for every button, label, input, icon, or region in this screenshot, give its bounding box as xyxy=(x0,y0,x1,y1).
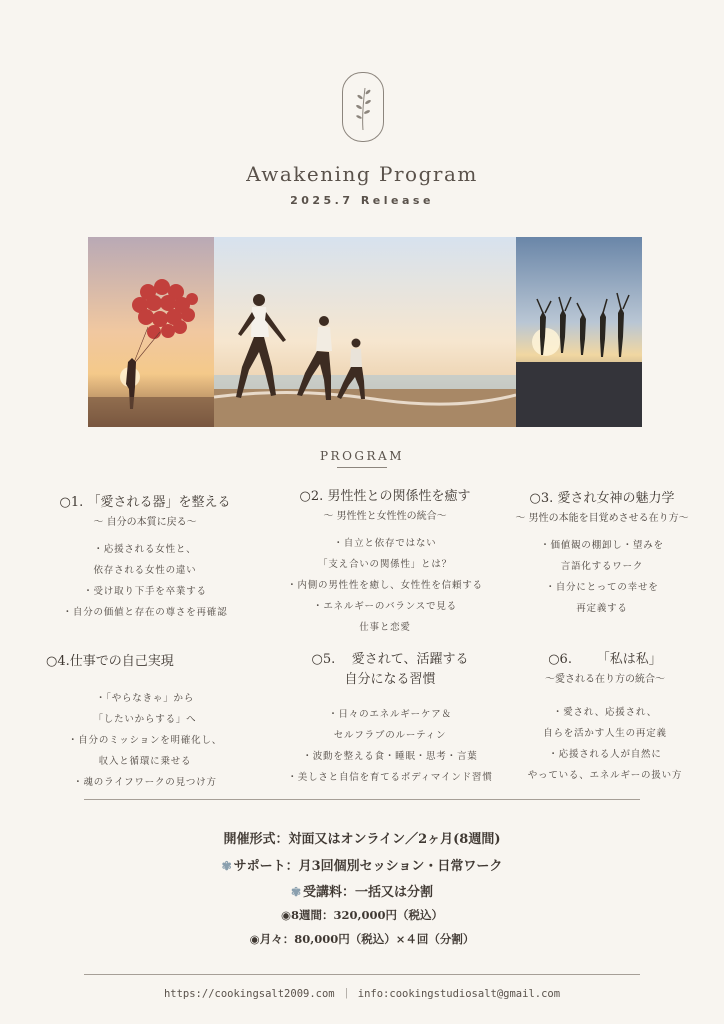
item-number: ○5. xyxy=(311,652,336,667)
program-item-6 xyxy=(490,650,720,786)
list-item: ・応援される人が自然に xyxy=(548,749,662,760)
list-item: ・波動を整える食・睡眠・思考・言葉 xyxy=(302,751,478,762)
item-title: 「私は私」 xyxy=(596,652,662,667)
support-info: ✾ サポート：月3回個別セッション・日常ワーク xyxy=(221,859,503,874)
list-item: ・応援される女性と、 xyxy=(93,544,197,555)
list-item: 収入と循環に乗せる xyxy=(98,756,192,767)
program-item-1 xyxy=(20,493,270,623)
list-item: ・美しさと自信を育てるボディマインド習慣 xyxy=(287,772,493,783)
list-item: ・受け取り下手を卒業する xyxy=(83,586,207,597)
program-item-5 xyxy=(265,650,515,788)
divider xyxy=(84,974,640,975)
list-item: 「したいからする」へ xyxy=(93,714,197,725)
item-subtitle: 〜 自分の本質に戻る〜 xyxy=(93,517,197,528)
item-subtitle: 〜 男性性と女性性の統合〜 xyxy=(323,511,447,522)
price-8weeks: ◉8週間：320,000円（税込） xyxy=(280,908,444,922)
item-subtitle: 〜 男性の本能を目覚めさせる在り方〜 xyxy=(515,513,689,524)
section-heading-program: PROGRAM xyxy=(319,449,405,463)
format-info: 開催形式：対面又はオンライン／2ヶ月(8週間) xyxy=(223,832,501,847)
photo-balloons xyxy=(88,237,214,427)
item-number: ○2. xyxy=(299,489,324,504)
list-item: ・「やらなきゃ」から xyxy=(95,693,195,704)
program-item-4 xyxy=(20,652,270,793)
list-item: 言語化するワーク xyxy=(560,561,644,572)
item-number: ○1. xyxy=(59,495,84,510)
item-title: 男性性との関係性を癒す xyxy=(327,489,471,504)
item-number: ○6. xyxy=(548,652,572,667)
footer-contact[interactable]: https://cookingsalt2009.com ｜ info:cookingstudiosalt@gmail.com xyxy=(163,988,561,1000)
page-title: Awakening Program xyxy=(246,162,478,186)
program-item-3 xyxy=(484,489,720,619)
list-item: ・自分のミッションを明確化し、 xyxy=(67,735,223,746)
list-item: ・愛され、応援され、 xyxy=(552,707,658,718)
list-item: やっている、エネルギーの扱い方 xyxy=(527,770,683,781)
divider xyxy=(84,799,640,800)
heading-underline xyxy=(337,467,387,468)
item-title-line2: 自分になる習慣 xyxy=(344,672,436,687)
list-item: 「支え合いの関係性」とは？ xyxy=(318,559,452,570)
release-date: 2025.7 Release xyxy=(290,194,434,207)
item-number: ○3. xyxy=(529,491,554,506)
item-title: 仕事での自己実現 xyxy=(69,654,174,669)
list-item: ・日々のエネルギーケア＆ xyxy=(328,709,452,720)
list-item: ・内側の男性性を癒し、女性性を信頼する xyxy=(287,580,483,591)
item-title: 愛され女神の魅力学 xyxy=(557,491,675,506)
photo-friends-sunset xyxy=(516,237,642,427)
flower-icon: ✾ xyxy=(221,859,232,873)
list-item: 再定義する xyxy=(576,603,628,614)
program-item-2 xyxy=(260,487,510,638)
item-title: 「愛される器」を整える xyxy=(87,495,231,510)
flower-icon: ✾ xyxy=(290,885,302,899)
photo-family-beach xyxy=(214,237,516,427)
item-subtitle: 〜愛される在り方の統合〜 xyxy=(545,674,665,685)
fee-info: ✾ 受講料：一括又は分割 xyxy=(290,885,434,900)
list-item: ・価値観の棚卸し・望みを xyxy=(540,540,664,551)
logo xyxy=(342,72,384,142)
list-item: セルフラブのルーティン xyxy=(333,730,447,741)
leaf-branch-icon xyxy=(350,82,376,132)
list-item: 依存される女性の違い xyxy=(93,565,197,576)
list-item: ・自立と依存ではない xyxy=(333,538,437,549)
list-item: 仕事と恋愛 xyxy=(359,622,411,633)
list-item: 自らを活かす人生の再定義 xyxy=(543,728,667,739)
list-item: ・自分の価値と存在の尊さを再確認 xyxy=(62,607,228,618)
item-title: 愛されて、活躍する xyxy=(351,652,469,667)
item-number: ○4. xyxy=(46,654,70,669)
price-monthly: ◉月々：80,000円（税込）×４回（分割） xyxy=(249,932,475,946)
list-item: ・魂のライフワークの見つけ方 xyxy=(73,777,217,788)
list-item: ・エネルギーのバランスで見る xyxy=(313,601,457,612)
list-item: ・自分にとっての幸せを xyxy=(545,582,659,593)
